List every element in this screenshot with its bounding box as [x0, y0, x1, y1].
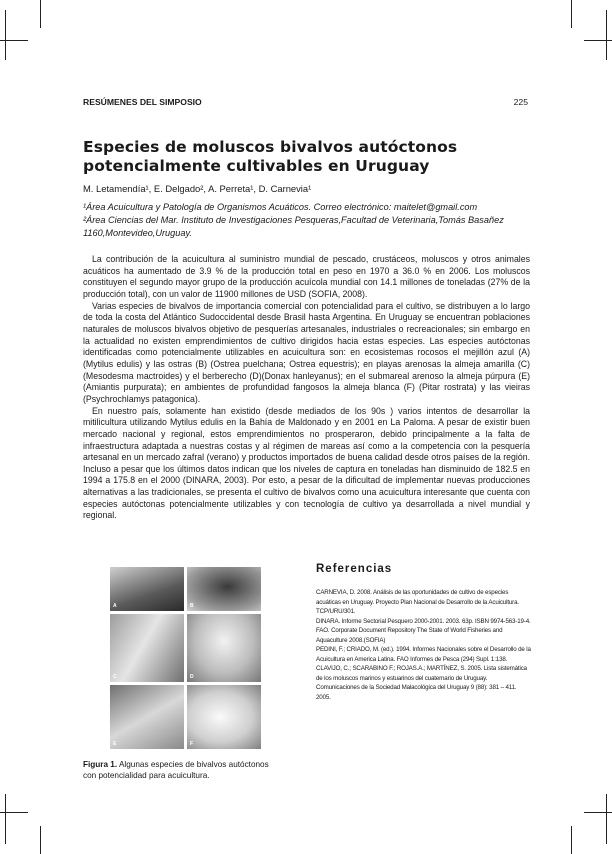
- article-body: [83, 254, 530, 522]
- reference-item: CLAVIJO, C.; SCARABINO F.; ROJAS.A.; MARTÍNEZ, S. 2005. Lista sistemática de los moluscos marinos y estuarinos del cuaternario de Uruguay. Comunicaciones de la Sociedad Malacológica del Uruguay 9 (88): 381 – 411. 2005.: [316, 665, 527, 701]
- references-heading: Referencias: [316, 563, 393, 575]
- paragraph: En nuestro país, solamente han existido (desde mediados de los 90s ) varios intentos de desarrollar la mitilicultura utilizando Mytilus edulis en la Bahía de Maldonado y en 2001 en La Paloma. A pesar de existir buen mercado nacional y regional, estos emprendimientos no prosperaron, debido principalmente a la falta de infraestructura adaptada a nuestras costas y al régimen de mareas así como a la competencia con la pesquería artesanal en un mercado zafral (verano) y productos importados de buena calidad desde otros países de la región. Incluso a pesar que los últimos datos indican que los niveles de captura en toneladas han disminuido de 182.5 en 1994 a 175.8 en el 2000 (DINARA, 2003). Por esto, a pesar de la dificultad de implementar nuevas producciones alternativas a las tradicionales, se presenta el cultivo de bivalvos como una acuicultura interesante que cuenta con especies autóctonas potencialmente utilizables y con tecnología de cultivo ya desarrollada a nivel mundial y regional.: [83, 405, 530, 521]
- reference-item: DINARA. Informe Sectorial Pesquero 2000-2001. 2003. 63p. ISBN 9974-563-19-4.: [316, 617, 531, 625]
- photo-panel-a: A: [110, 567, 184, 611]
- photo-panel-f: F: [187, 685, 261, 749]
- crop-mark: [40, 826, 41, 854]
- crop-mark: [584, 40, 612, 41]
- crop-mark: [5, 794, 6, 844]
- crop-mark: [584, 812, 612, 813]
- reference-list: [316, 588, 532, 702]
- paragraph: La contribución de la acuicultura al suministro mundial de pescado, crustáceos, moluscos y otros animales acuáticos ha aumentado de 3.9 % de la producción total en peso en 1970 a 36.0 % en 2006. Los moluscos constituyen el segundo mayor grupo de la producción acuícola mundial con 14.1 millones de toneladas (27% de la producción total), con un valor de 11900 millones de USD (SOFIA, 2008).: [83, 254, 530, 299]
- figure-1: [110, 567, 262, 749]
- affiliation-1: ¹Área Acuicultura y Patología de Organismos Acuáticos. Correo electrónico: maitelet@gmail.com: [83, 202, 478, 212]
- photo-panel-b: B: [187, 567, 261, 611]
- affiliation-2: ²Área Ciencias del Mar. Instituto de Investigaciones Pesqueras,Facultad de Veterinaria,Tomás Basañez 1160,Montevideo,Uruguay.: [83, 215, 504, 238]
- photo-panel-e: E: [110, 685, 184, 749]
- crop-mark: [5, 10, 6, 60]
- running-header: [83, 97, 528, 107]
- crop-mark: [571, 0, 572, 28]
- paragraph: Varias especies de bivalvos de importancia comercial con potencialidad para el cultivo, se distribuyen a lo largo de toda la costa del Atlántico Sudoccidental desde Brasil hasta Argentina. En Uruguay se encuentran poblaciones naturales de moluscos bivalvos objetivo de pesquerías artesanales, industriales o recreacionales; sin embargo en la actualidad no existen emprendimientos de cultivo dirigidos hacia estas especies. Las especies autóctonas identificadas como potencialmente utilizables en acuicultura son: en ecosistemas rocosos el mejillón azul (A)(Mytilus edulis) y las ostras (B) (Ostrea puelchana; Ostrea equestris); en playas arenosas la almeja amarilla (C) (Mesodesma mactroides) y el berberecho (D)(Donax hanleyanus); en el submareal arenoso la almeja púrpura (E) (Amiantis purpurata); en ambientes de profundidad fangosos la almeja blanca (F) (Pitar rostrata) y las vieiras (Psychrochlamys patagonica).: [83, 300, 530, 404]
- crop-mark: [40, 0, 41, 28]
- page-number: 225: [513, 97, 528, 107]
- photo-panel-d: D: [187, 614, 261, 682]
- reference-item: CARNEVIA, D. 2008. Análisis de las oportunidades de cultivo de especies acuáticas en Uruguay. Proyecto Plan Nacional de Desarrollo de la Acuicultura. TCP/URU/301.: [316, 589, 519, 615]
- photo-panel-c: C: [110, 614, 184, 682]
- author-list: M. Letamendía¹, E. Delgado², A. Perreta¹, D. Carnevia¹: [83, 183, 312, 194]
- reference-item: FAO. Corporate Document Repository The State of World Fisheries and Aquaculture 2008.(SOFIA): [316, 627, 503, 644]
- crop-mark: [606, 10, 607, 60]
- crop-mark: [571, 826, 572, 854]
- article-title: Especies de moluscos bivalvos autóctonos potencialmente cultivables en Uruguay: [83, 138, 458, 175]
- crop-mark: [606, 794, 607, 844]
- figure-caption: [83, 759, 283, 781]
- reference-item: PEDINI, F.; CRIADO, M. (ed.). 1994. Informes Nacionales sobre el Desarrollo de la Acuicultura en America Latina. FAO Informes de Pesca (294) Supl. 1:138.: [316, 646, 531, 663]
- caption-label: Figura 1.: [83, 760, 118, 769]
- caption-text: Algunas especies de bivalvos autóctonos con potencialidad para acuicultura.: [83, 760, 269, 780]
- section-title: RESÚMENES DEL SIMPOSIO: [83, 97, 202, 107]
